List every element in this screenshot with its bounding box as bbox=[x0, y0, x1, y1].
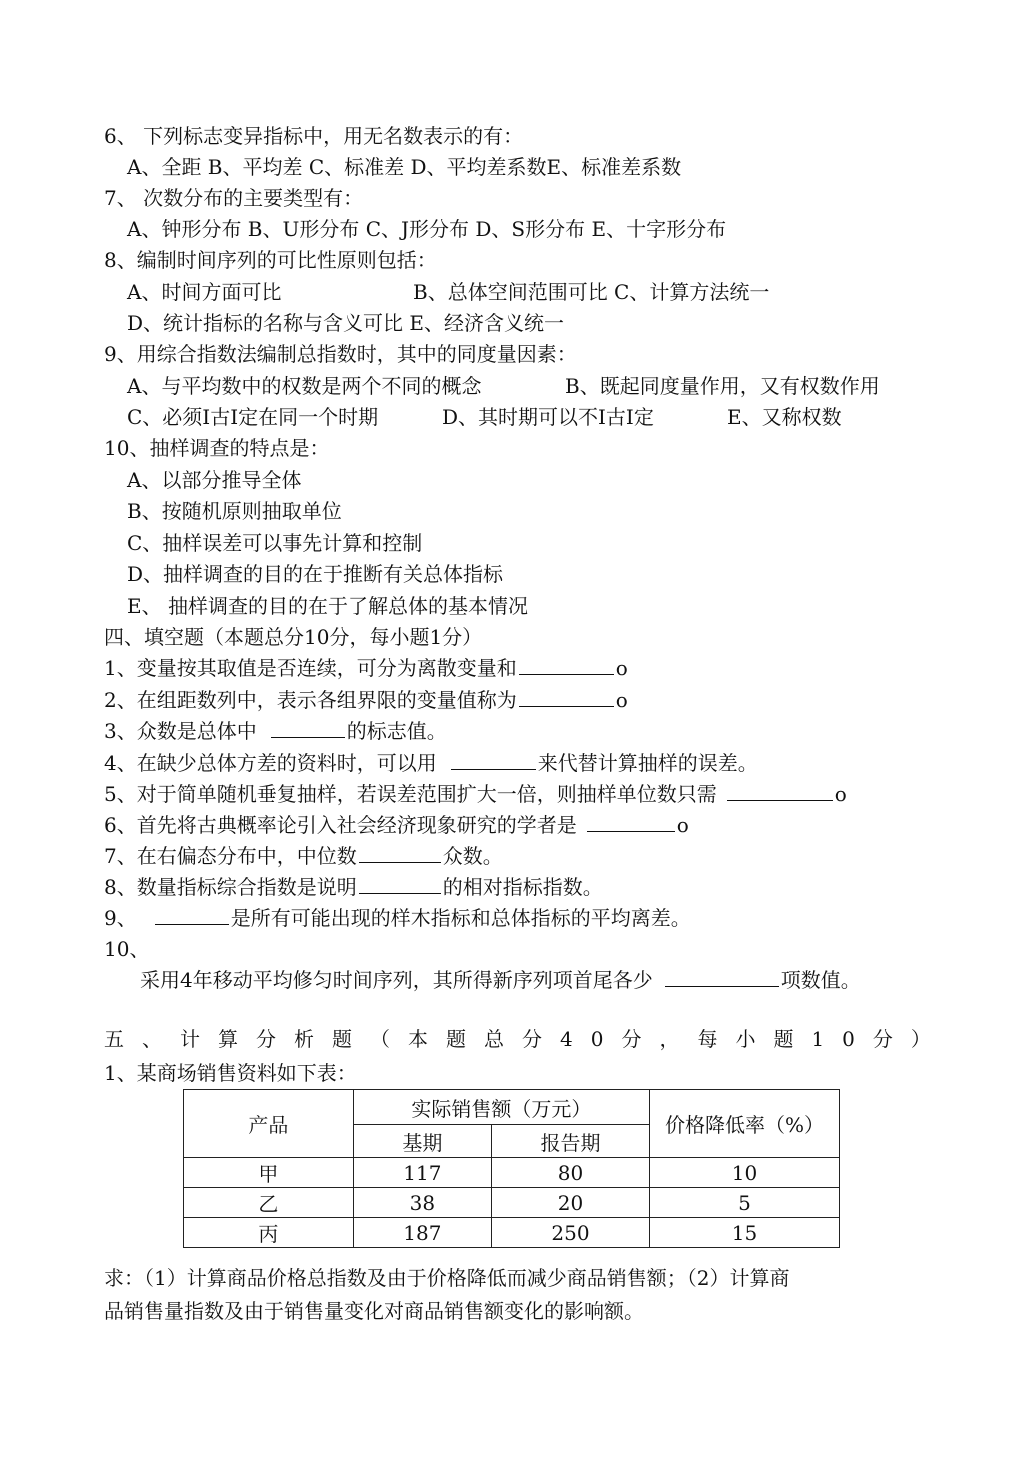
fill-question-7 bbox=[104, 842, 503, 870]
fill-q5-blank bbox=[727, 780, 833, 801]
question-9-option-c: C、必须I古I定在同一个时期 bbox=[127, 405, 379, 429]
fill-q6-blank bbox=[587, 811, 675, 832]
calc-section-header: 五、计算分析题（本题总分40分，每小题10分） bbox=[104, 1027, 949, 1051]
fill-question-10 bbox=[140, 966, 861, 994]
cell-product: 甲 bbox=[184, 1158, 354, 1188]
question-6-stem: 6、 下列标志变异指标中，用无名数表示的有： bbox=[104, 124, 524, 148]
fill-q1-end: o bbox=[615, 656, 628, 680]
fill-q2-text: 2、在组距数列中，表示各组界限的变量值称为 bbox=[104, 688, 517, 712]
fill-q7-blank bbox=[359, 842, 441, 863]
question-7-options: A、钟形分布 B、U形分布 C、J形分布 D、S形分布 E、十字形分布 bbox=[127, 217, 727, 241]
fill-q9-end: 是所有可能出现的样木指标和总体指标的平均离差。 bbox=[230, 906, 691, 930]
fill-q6-text: 6、首先将古典概率论引入社会经济现象研究的学者是 bbox=[104, 813, 577, 837]
cell-base: 117 bbox=[353, 1158, 491, 1188]
cell-product: 乙 bbox=[184, 1188, 354, 1218]
fill-q3-text: 3、众数是总体中 bbox=[104, 719, 257, 743]
header-actual-sales: 实际销售额（万元） bbox=[353, 1090, 649, 1125]
cell-report: 20 bbox=[491, 1188, 649, 1218]
calc-requirement-line-1: 求：（1）计算商品价格总指数及由于价格降低而减少商品销售额；（2）计算商 bbox=[104, 1266, 790, 1290]
fill-q10-blank bbox=[665, 966, 779, 987]
fill-q7-end: 众数。 bbox=[442, 844, 503, 868]
table-row bbox=[184, 1158, 840, 1188]
cell-rate: 15 bbox=[650, 1218, 840, 1248]
fill-q2-blank bbox=[519, 686, 614, 707]
question-10-option-b: B、按随机原则抽取单位 bbox=[127, 499, 342, 523]
fill-question-4 bbox=[104, 749, 758, 777]
question-9-option-a: A、与平均数中的权数是两个不同的概念 bbox=[127, 374, 482, 398]
fill-question-6 bbox=[104, 811, 689, 839]
cell-base: 187 bbox=[353, 1218, 491, 1248]
fill-question-3 bbox=[104, 717, 447, 745]
header-product: 产品 bbox=[184, 1090, 354, 1158]
question-9-option-b: B、既起同度量作用，又有权数作用 bbox=[565, 374, 880, 398]
sales-table bbox=[183, 1089, 840, 1248]
table-row bbox=[184, 1188, 840, 1218]
fill-section-header: 四、填空题（本题总分10分，每小题1分） bbox=[104, 625, 483, 649]
fill-q3-end: 的标志值。 bbox=[346, 719, 447, 743]
cell-report: 80 bbox=[491, 1158, 649, 1188]
question-8-stem: 8、编制时间序列的可比性原则包括： bbox=[104, 248, 437, 272]
fill-q8-text: 8、数量指标综合指数是说明 bbox=[104, 875, 357, 899]
fill-question-5 bbox=[104, 780, 847, 808]
fill-q5-end: o bbox=[834, 782, 847, 806]
fill-q7-text: 7、在右偏态分布中，中位数 bbox=[104, 844, 357, 868]
fill-q10-text: 采用4年移动平均修匀时间序列，其所得新序列项首尾各少 bbox=[140, 968, 653, 992]
fill-q10-end: 项数值。 bbox=[780, 968, 861, 992]
question-9-option-d: D、其时期可以不I古I定 bbox=[442, 405, 654, 429]
fill-q4-text: 4、在缺少总体方差的资料时，可以用 bbox=[104, 751, 437, 775]
header-report-period: 报告期 bbox=[491, 1125, 649, 1158]
table-row bbox=[184, 1218, 840, 1248]
cell-product: 丙 bbox=[184, 1218, 354, 1248]
fill-q6-end: o bbox=[676, 813, 689, 837]
question-9-option-e: E、又称权数 bbox=[727, 405, 842, 429]
fill-q2-end: o bbox=[615, 688, 628, 712]
header-price-reduction-rate: 价格降低率（%） bbox=[650, 1090, 840, 1158]
fill-q1-blank bbox=[519, 654, 614, 675]
fill-question-1 bbox=[104, 654, 628, 682]
question-8-option-bc: B、总体空间范围可比 C、计算方法统一 bbox=[413, 280, 770, 304]
fill-q4-blank bbox=[451, 749, 536, 770]
question-10-option-c: C、抽样误差可以事先计算和控制 bbox=[127, 531, 423, 555]
question-10-stem: 10、抽样调查的特点是： bbox=[104, 436, 330, 460]
header-base-period: 基期 bbox=[353, 1125, 491, 1158]
calc-question-1-stem: 1、某商场销售资料如下表： bbox=[104, 1061, 357, 1085]
fill-q9-num: 9、 bbox=[104, 906, 137, 930]
fill-q1-text: 1、变量按其取值是否连续，可分为离散变量和 bbox=[104, 656, 517, 680]
question-8-option-a: A、时间方面可比 bbox=[127, 280, 282, 304]
fill-q8-end: 的相对指标指数。 bbox=[442, 875, 603, 899]
question-6-options: A、全距 B、平均差 C、标准差 D、平均差系数E、标准差系数 bbox=[127, 155, 682, 179]
cell-base: 38 bbox=[353, 1188, 491, 1218]
cell-rate: 10 bbox=[650, 1158, 840, 1188]
question-7-stem: 7、 次数分布的主要类型有： bbox=[104, 186, 364, 210]
fill-q3-blank bbox=[271, 717, 345, 738]
calc-requirement-line-2: 品销售量指数及由于销售量变化对商品销售额变化的影响额。 bbox=[104, 1299, 644, 1323]
fill-question-8 bbox=[104, 873, 603, 901]
cell-report: 250 bbox=[491, 1218, 649, 1248]
question-10-option-a: A、以部分推导全体 bbox=[127, 468, 302, 492]
cell-rate: 5 bbox=[650, 1188, 840, 1218]
question-10-option-d: D、抽样调查的目的在于推断有关总体指标 bbox=[127, 562, 504, 586]
fill-question-9 bbox=[104, 904, 691, 932]
fill-q9-blank bbox=[155, 904, 229, 925]
question-10-option-e: E、 抽样调查的目的在于了解总体的基本情况 bbox=[127, 594, 528, 618]
fill-question-2 bbox=[104, 686, 628, 714]
fill-q5-text: 5、对于简单随机垂复抽样，若误差范围扩大一倍，则抽样单位数只需 bbox=[104, 782, 717, 806]
fill-q8-blank bbox=[359, 873, 441, 894]
question-9-stem: 9、用综合指数法编制总指数时，其中的同度量因素： bbox=[104, 342, 577, 366]
fill-question-10-number: 10、 bbox=[104, 937, 150, 961]
question-8-option-de: D、统计指标的名称与含义可比 E、经济含义统一 bbox=[127, 311, 564, 335]
fill-q4-end: 来代替计算抽样的误差。 bbox=[537, 751, 758, 775]
